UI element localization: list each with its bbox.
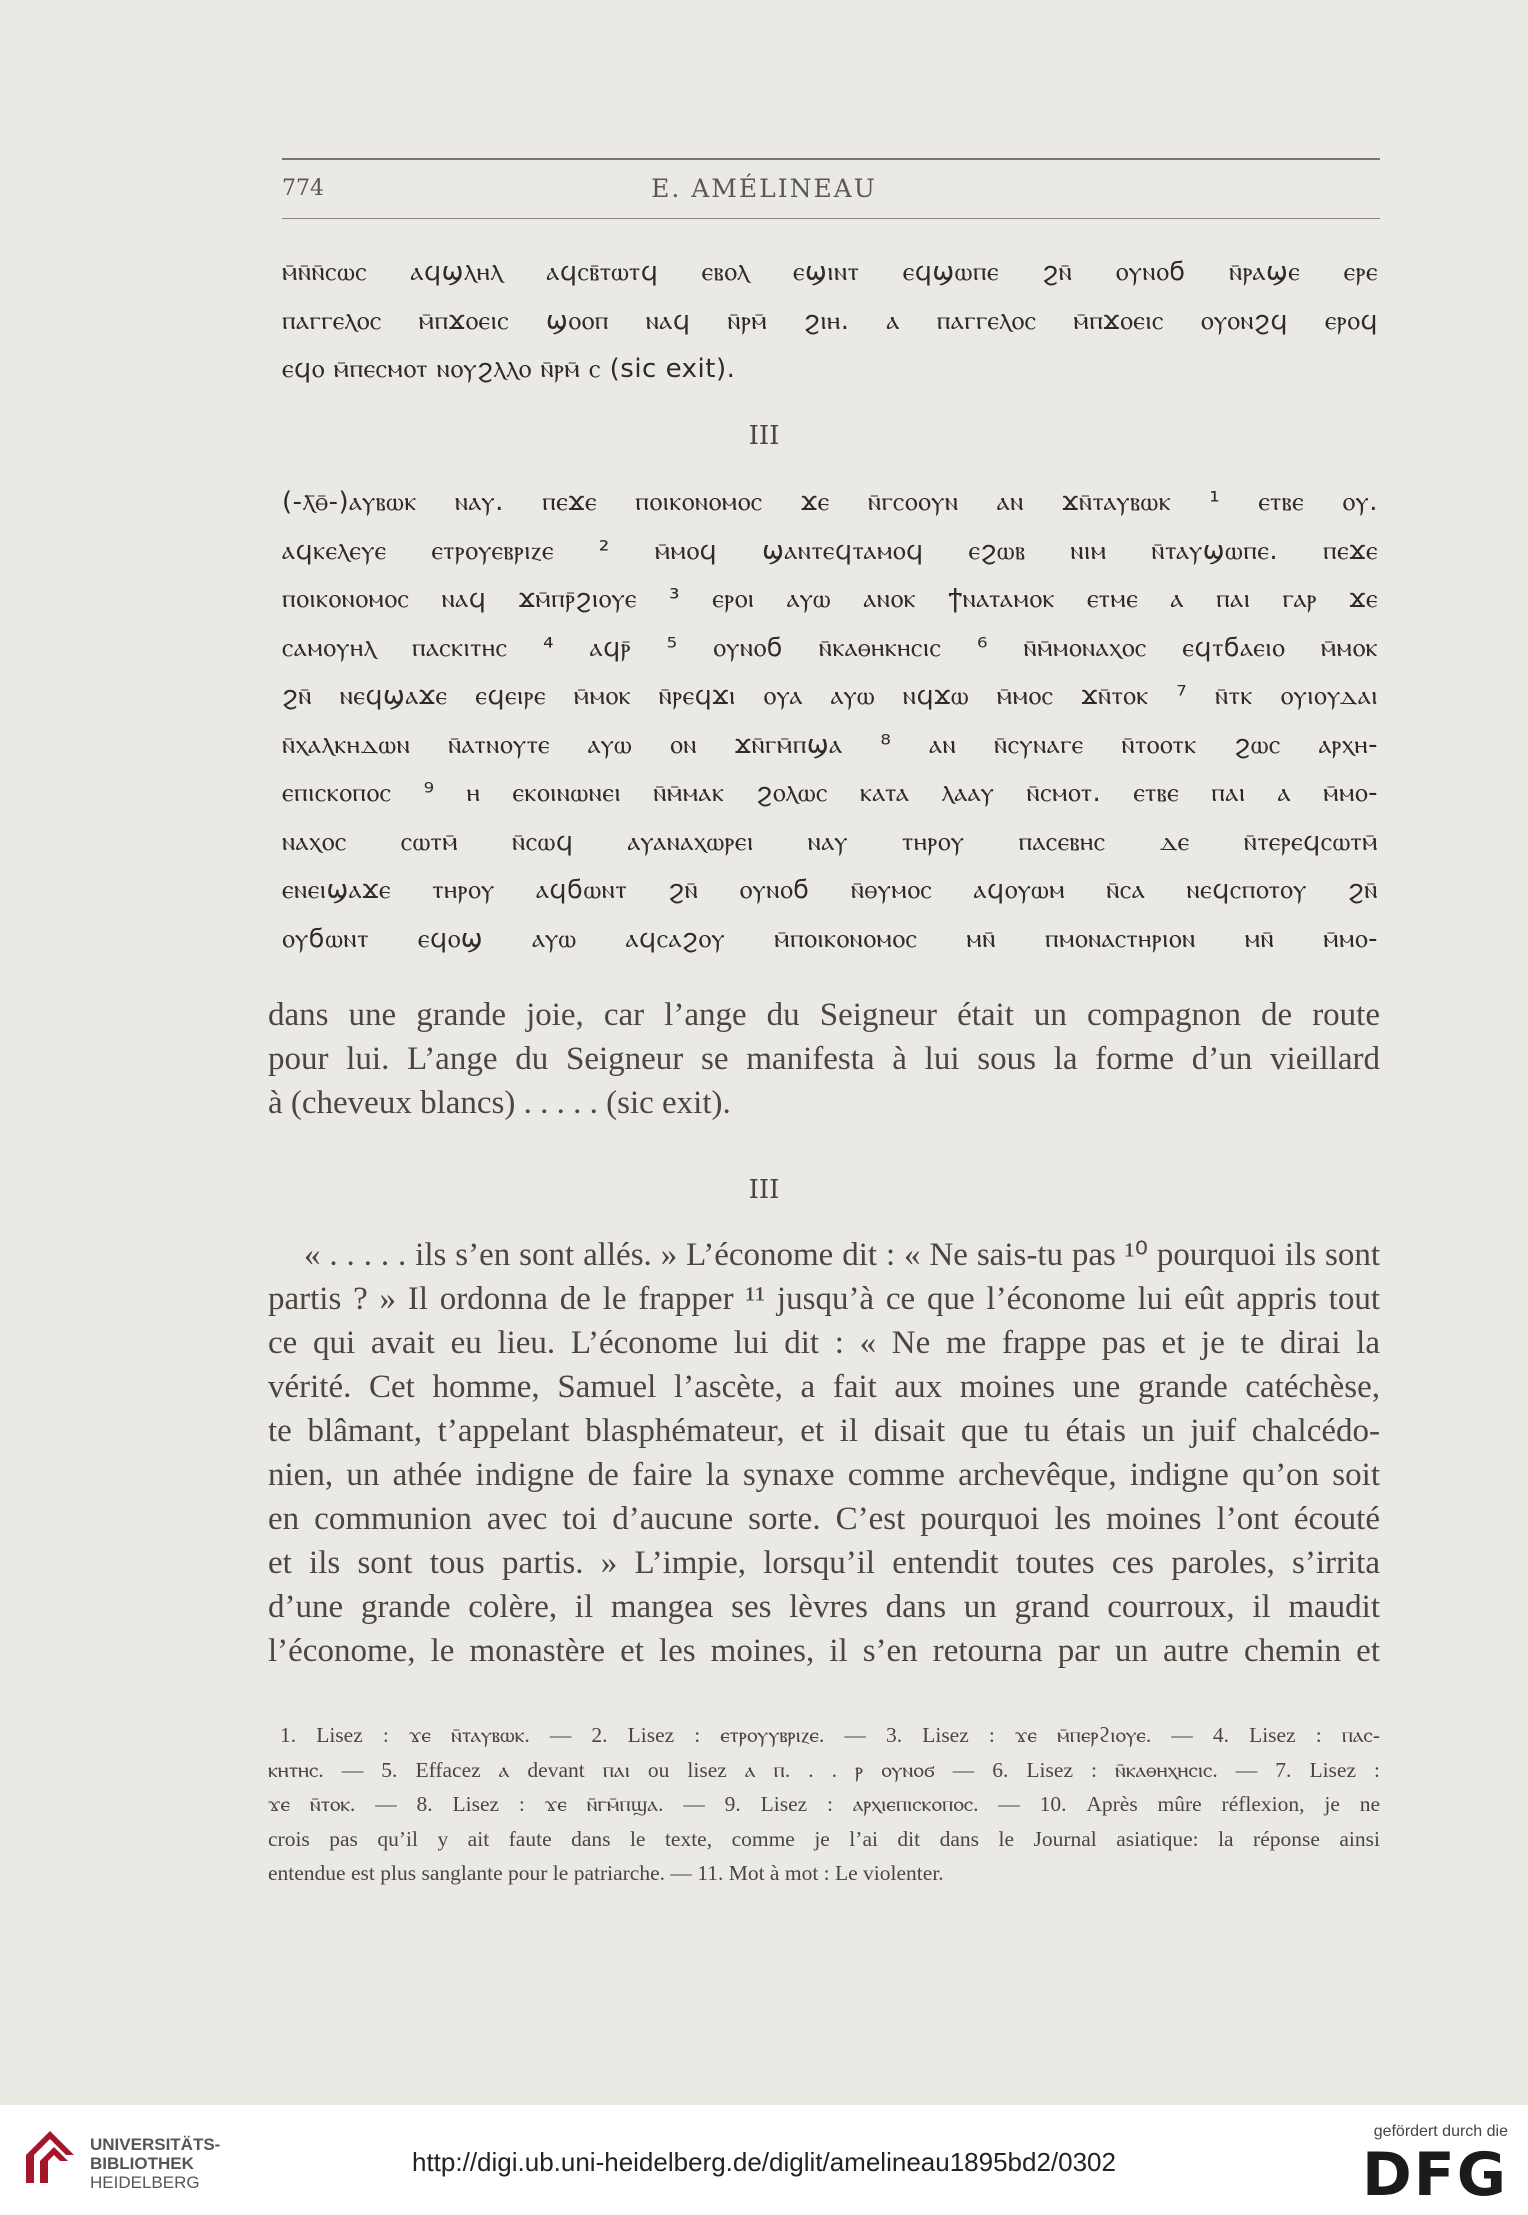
coptic-line: ϩⲛ̄ ⲛⲉϥϣⲁϫⲉ ⲉϥⲉⲓⲣⲉ ⲙ̄ⲙⲟⲕ ⲛ̄ⲣⲉϥϫⲓ ⲟⲩⲁ ⲁⲩⲱ ⲛϥϫⲱ ⲙ̄ⲙⲟⲥ ϫⲛ̄ⲧⲟⲕ ⁷ ⲛ̄ⲧⲕ ⲟⲩⲓⲟⲩⲇⲁⲓ <box>282 681 1378 711</box>
logo-line-1: UNIVERSITÄTS- <box>90 2135 221 2154</box>
french-line: « . . . . . ils s’en sont allés. » L’économe dit : « Ne sais-tu pas ¹⁰ pourquoi ils sont <box>304 1237 1380 1273</box>
running-head: E. AMÉLINEAU <box>651 174 877 203</box>
coptic-line: ⲛ̄ⲭⲁⲗⲕⲏⲇⲱⲛ ⲛ̄ⲁⲧⲛⲟⲩⲧⲉ ⲁⲩⲱ ⲟⲛ ϫⲛ̄ⲅⲙ̄ⲡϣⲁ ⁸ ⲁⲛ ⲛ̄ⲥⲩⲛⲁⲅⲉ ⲛ̄ⲧⲟⲟⲧⲕ ϩⲱⲥ ⲁⲣⲭⲏ- <box>282 729 1378 760</box>
french-line: l’économe, le monastère et les moines, il s’en retourna par un autre chemin et <box>268 1633 1380 1669</box>
footnote-line: ⲕⲏⲧⲏⲥ. — 5. Effacez ⲁ devant ⲡⲁⲓ ou lisez ⲁ ⲡ. . . ⲣ ⲟⲩⲛⲟϭ — 6. Lisez : ⲛ̄ⲕⲁⲑⲏⲭⲏⲥⲓⲥ. — 7. Lisez : <box>268 1757 1380 1782</box>
french-line: d’une grande colère, il mangea ses lèvres dans un grand courroux, il maudit <box>268 1589 1380 1625</box>
coptic-text-section-3 <box>282 478 1378 963</box>
french-line: vérité. Cet homme, Samuel l’ascète, a fait aux moines une grande catéchèse, <box>268 1369 1380 1405</box>
coptic-line: ⲁϥⲕⲉⲗⲉⲩⲉ ⲉⲧⲣⲟⲩⲉⲃⲣⲓⲍⲉ ² ⲙ̄ⲙⲟϥ ϣⲁⲛⲧⲉϥⲧⲁⲙⲟϥ ⲉϩⲱⲃ ⲛⲓⲙ ⲛ̄ⲧⲁⲩϣⲱⲡⲉ. ⲡⲉϫⲉ <box>282 535 1378 566</box>
french-line: dans une grande joie, car l’ange du Seigneur était un compagnon de route <box>268 997 1380 1033</box>
footnote-line: ϫⲉ ⲛ̄ⲧⲟⲕ. — 8. Lisez : ϫⲉ ⲛ̄ⲅⲙ̄ⲡϣⲁ. — 9. Lisez : ⲁⲣⲭⲓⲉⲡⲓⲥⲕⲟⲡⲟⲥ. — 10. Après mûre réflexion, je ne <box>268 1792 1380 1816</box>
french-line: à (cheveux blancs) . . . . . (sic exit). <box>268 1085 731 1121</box>
coptic-line: ⲙ̄ⲛ̄ⲛ̄ⲥⲱⲥ ⲁϥϣⲗⲏⲗ ⲁϥⲥⲃ̄ⲧⲱⲧϥ ⲉⲃⲟⲗ ⲉϣⲓⲛⲧ ⲉϥϣⲱⲡⲉ ϩⲛ̄ ⲟⲩⲛⲟϭ ⲛ̄ⲣⲁϣⲉ ⲉⲣⲉ <box>282 257 1378 287</box>
french-line: et ils sont tous partis. » L’impie, lorsqu’il entendit toutes ces paroles, s’irrita <box>268 1545 1380 1581</box>
page-number: 774 <box>282 176 324 201</box>
logo-line-2: BIBLIOTHEK <box>90 2154 194 2173</box>
coptic-line: ⲉⲡⲓⲥⲕⲟⲡⲟⲥ ⁹ ⲏ ⲉⲕⲟⲓⲛⲱⲛⲉⲓ ⲛ̄ⲙ̄ⲙⲁⲕ ϩⲟⲗⲱⲥ ⲕⲁⲧⲁ ⲗⲁⲁⲩ ⲛ̄ⲥⲙⲟⲧ. ⲉⲧⲃⲉ ⲡⲁⲓ ⲁ ⲙ̄ⲙⲟ- <box>282 778 1378 808</box>
french-translation-section-3 <box>268 1233 1380 1673</box>
logo-line-3: HEIDELBERG <box>90 2173 200 2192</box>
french-line: partis ? » Il ordonna de le frapper ¹¹ jusqu’à ce que l’économe lui eût appris tout <box>268 1281 1380 1317</box>
coptic-line: ⲡⲁⲅⲅⲉⲗⲟⲥ ⲙ̄ⲡϫⲟⲉⲓⲥ ϣⲟⲟⲡ ⲛⲁϥ ⲛ̄ⲣⲙ̄ ϩⲓⲏ. ⲁ ⲡⲁⲅⲅⲉⲗⲟⲥ ⲙ̄ⲡϫⲟⲉⲓⲥ ⲟⲩⲟⲛϩϥ ⲉⲣⲟϥ <box>282 305 1378 336</box>
coptic-line: ⲥⲁⲙⲟⲩⲏⲗ ⲡⲁⲥⲕⲓⲧⲏⲥ ⁴ ⲁϥⲣ̄ ⁵ ⲟⲩⲛⲟϭ ⲛ̄ⲕⲁⲑⲏⲕⲏⲥⲓⲥ ⁶ ⲛ̄ⲙ̄ⲙⲟⲛⲁⲭⲟⲥ ⲉϥⲧϭⲁⲉⲓⲟ ⲙ̄ⲙⲟⲕ <box>282 632 1378 663</box>
dfg-logo: DFG <box>1361 2140 1508 2210</box>
funded-by-label: gefördert durch die <box>1373 2123 1508 2140</box>
coptic-line: ⲛⲁⲭⲟⲥ ⲥⲱⲧⲙ̄ ⲛ̄ⲥⲱϥ ⲁⲩⲁⲛⲁⲭⲱⲣⲉⲓ ⲛⲁⲩ ⲧⲏⲣⲟⲩ ⲡⲁⲥⲉⲃⲏⲥ ⲇⲉ ⲛ̄ⲧⲉⲣⲉϥⲥⲱⲧⲙ̄ <box>282 826 1378 857</box>
coptic-line: ⲉϥⲟ ⲙ̄ⲡⲉⲥⲙⲟⲧ ⲛⲟⲩϩⲗⲗⲟ ⲛ̄ⲣⲙ̄ ⲥ (sic exit). <box>282 354 736 384</box>
french-translation-continuation <box>268 993 1380 1125</box>
footnote-line: entendue est plus sanglante pour le patriarche. — 11. Mot à mot : Le violenter. <box>268 1861 944 1885</box>
coptic-line: ⲡⲟⲓⲕⲟⲛⲟⲙⲟⲥ ⲛⲁϥ ϫⲙ̄ⲡⲣ̄ϩⲓⲟⲩⲉ ³ ⲉⲣⲟⲓ ⲁⲩⲱ ⲁⲛⲟⲕ ϯⲛⲁⲧⲁⲙⲟⲕ ⲉⲧⲙⲉ ⲁ ⲡⲁⲓ ⲅⲁⲣ ϫⲉ <box>282 584 1378 614</box>
section-numeral-french: III <box>748 1175 780 1205</box>
section-numeral-coptic: III <box>748 421 780 451</box>
header-rule-bottom <box>282 218 1380 219</box>
french-line: te blâmant, t’appelant blasphémateur, et il disait que tu étais un juif chalcédo- <box>268 1413 1380 1449</box>
footnotes <box>268 1718 1380 1891</box>
coptic-line: (-ⲗ̄ⲑ̄-)ⲁⲩⲃⲱⲕ ⲛⲁⲩ. ⲡⲉϫⲉ ⲡⲟⲓⲕⲟⲛⲟⲙⲟⲥ ϫⲉ ⲛ̄ⲅⲥⲟⲟⲩⲛ ⲁⲛ ϫⲛ̄ⲧⲁⲩⲃⲱⲕ ¹ ⲉⲧⲃⲉ ⲟⲩ. <box>282 487 1378 517</box>
french-line: en communion avec toi d’aucune sorte. C’est pourquoi les moines l’ont écouté <box>268 1501 1380 1537</box>
coptic-text-continuation <box>282 248 1378 394</box>
french-line: ce qui avait eu lieu. L’économe lui dit : « Ne me frappe pas et je te dirai la <box>268 1325 1380 1361</box>
coptic-line: ⲟⲩϭⲱⲛⲧ ⲉϥⲟϣ ⲁⲩⲱ ⲁϥⲥⲁϩⲟⲩ ⲙ̄ⲡⲟⲓⲕⲟⲛⲟⲙⲟⲥ ⲙⲛ̄ ⲡⲙⲟⲛⲁⲥⲧⲏⲣⲓⲟⲛ ⲙⲛ̄ ⲙ̄ⲙⲟ- <box>282 923 1378 954</box>
coptic-line: ⲉⲛⲉⲓϣⲁϫⲉ ⲧⲏⲣⲟⲩ ⲁϥϭⲱⲛⲧ ϩⲛ̄ ⲟⲩⲛⲟϭ ⲛ̄ⲑⲩⲙⲟⲥ ⲁϥⲟⲩⲱⲙ ⲛ̄ⲥⲁ ⲛⲉϥⲥⲡⲟⲧⲟⲩ ϩⲛ̄ <box>282 875 1378 905</box>
french-line: nien, un athée indigne de faire la synaxe comme archevêque, indigne qu’on soit <box>268 1457 1380 1493</box>
footnote-line: 1. Lisez : ϫⲉ ⲛ̄ⲧⲁⲩⲃⲱⲕ. — 2. Lisez : ⲉⲧⲣⲟⲩⲩⲃⲣⲓⲍⲉ. — 3. Lisez : ϫⲉ ⲙ̄ⲡⲉⲣϩⲓⲟⲩⲉ. — 4. Lisez : ⲡⲁⲥ- <box>280 1723 1380 1747</box>
header-rule-top <box>282 158 1380 160</box>
footer-bar <box>0 2105 1528 2215</box>
footnote-line: crois pas qu’il y ait faute dans le texte, comme je l’ai dit dans le Journal asiatique: la réponse ainsi <box>268 1826 1380 1851</box>
french-line: pour lui. L’ange du Seigneur se manifesta à lui sous la forme d’un vieillard <box>268 1041 1380 1077</box>
permalink-url[interactable]: http://digi.ub.uni-heidelberg.de/diglit/amelineau1895bd2/0302 <box>412 2147 1116 2177</box>
